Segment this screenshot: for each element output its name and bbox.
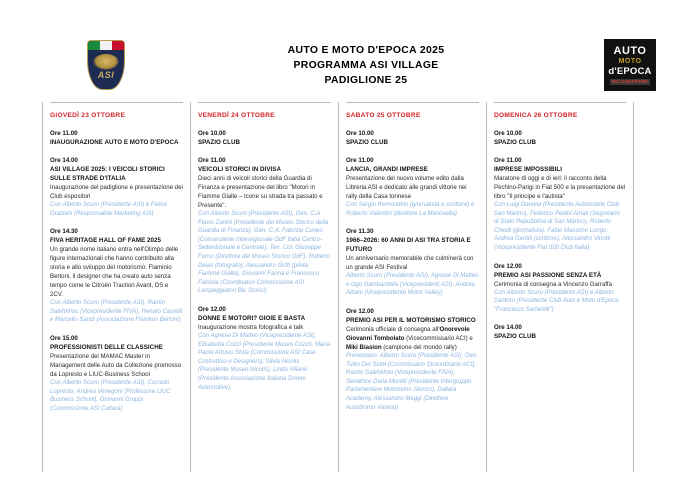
column-header: [494, 102, 626, 120]
event-description: Un grande nome italiano entra nell'Olimpo delle figure internazionali che hanno contribuito alla storia e allo sviluppo del motorismo: Flaminio Bertoni, il designer che ha creato auto senza tempo come le Citroën Traction Avant, DS e 2CV.: [50, 246, 179, 299]
vintage-car-emblem-icon: [93, 54, 119, 70]
schedule-column: [486, 102, 634, 472]
event-speakers: Presentano: Alberto Scuro (Presidente ASI), Gen. Tullio Del Sette (Commissario Straordinario ACI), Ramin Salehkhou (Vicepresidente FIVA), Senatrice Daria Murelli (Presidente Intergruppo Parlamentare Motorismo Storico), Dallara Academy, Alessandro Maggi (Direttore Autodromo Varano): [346, 352, 478, 411]
column-header: [198, 102, 331, 120]
event-time: Ore 14.00: [494, 324, 522, 332]
event-title: PROFESSIONISTI DELLE CLASSICHE: [50, 343, 163, 351]
day-title: VENERDÌ 24 OTTOBRE: [198, 112, 275, 119]
title-line-1: AUTO E MOTO D'EPOCA 2025: [287, 44, 445, 56]
schedule-event: [494, 323, 626, 341]
column-header: [346, 102, 479, 120]
schedule-event: [494, 156, 626, 253]
event-description: Maratone di oggi e di ieri: il racconto della Pechino-Parigi in Fiat 500 e la presentazione del libro "Il principe e l'autista": [494, 175, 626, 200]
event-title: PREMIO ASI PASSIONE SENZA ETÀ: [494, 271, 602, 279]
page-title: [128, 43, 604, 88]
event-title: SPAZIO CLUB: [198, 139, 241, 146]
event-description: Cerimonia di consegna a Vincenzo Garraffa: [494, 280, 612, 288]
event-time: Ore 14.00: [50, 157, 78, 164]
ame-logo-line-3: d'EPOCA: [608, 65, 652, 77]
day-title: DOMENICA 26 OTTOBRE: [494, 112, 578, 119]
auto-moto-epoca-logo: [604, 39, 656, 91]
column-header: [50, 102, 183, 120]
title-line-2: PROGRAMMA ASI VILLAGE: [293, 59, 439, 71]
shield-icon: [87, 40, 125, 90]
event-title: VEICOLI STORICI IN DIVISA: [198, 166, 281, 173]
event-time: Ore 11.00: [198, 157, 226, 164]
poster-header: [0, 0, 700, 102]
event-time: Ore 11.30: [346, 228, 374, 236]
schedule-event: [494, 262, 626, 315]
event-speakers: Con Alberto Scuro (Presidente ASI), Ramin Salehkhou (Vicepresidente FIVA), Renato Castelli e Marcello Sandi (Associazione Flaminio Bertoni): [50, 300, 183, 324]
schedule-column: [190, 102, 338, 472]
event-time: Ore 14.30: [50, 228, 78, 236]
title-line-3: PADIGLIONE 25: [324, 74, 408, 86]
schedule-event: [50, 334, 183, 413]
schedule-event: [346, 129, 479, 147]
event-time: Ore 10.00: [198, 130, 226, 137]
event-time: Ore 15.00: [50, 334, 78, 342]
event-description: Un anniversario memorabile che culminerà con un grande ASI Festival: [346, 255, 474, 272]
ame-logo-line-1: AUTO: [613, 44, 647, 57]
schedule-column: [42, 102, 190, 472]
event-description: Presentazione del MAMAC Master in Management delle Auto da Collezione promosso da Lopresto e LIUC-Business School: [50, 352, 182, 378]
schedule-event: [198, 305, 331, 392]
event-time: Ore 11.00: [494, 157, 522, 164]
day-title: SABATO 25 OTTOBRE: [346, 112, 421, 119]
event-title: SPAZIO CLUB: [494, 333, 537, 341]
schedule-event: [198, 129, 331, 147]
schedule-column: [338, 102, 486, 472]
event-speakers: Alberto Scuro (Presidente ASI), Agnese Di Matteo e Ugo Gambardella (Vicepresidenti ASI), Andrea Albani (Vicepresidente Motor Valley): [346, 273, 479, 297]
event-speakers: Con Alberto Scuro (Presidente ASI), Gen. C.A. Flavio Zanini (Presidente del Museo Storico della Guardia di Finanza), Gen. C.A. Fabrizio Cuneo (Comandante Interregionale GdF Italia Centro-Settentrionale e Centrale), Ten. Col. Giuseppe Furno (Direttore del Museo Storico GdF), Roberto Deias (fotografo), Alessandro Gritti (pilota Fiamme Gialle), Giovanni Fanna e Francesco Falciola (Coordinatori Commissione ASI Lampeggiatori Blu Storici): [198, 211, 331, 295]
asi-logo-label: ASI: [97, 70, 115, 80]
schedule-event: [346, 307, 479, 412]
event-speakers: Con Agnese Di Matteo (Vicepresidente ASI), Elisabetta Cozzi (Presidente Museo Cozzi), Maria Paola Artusio Stola (Commissione ASI Case Costruttrici e Designers), Silvia Nicolis (Presidente Museo Nicolis), Linda Villano (Presidente Associazione Italiana Donne Automotive): [198, 332, 331, 391]
event-description: Dieci anni di veicoli storici della Guardia di Finanza e presentazione del libro "Motori in Fiamme Gialle – Icone su strada tra passato e Presente".: [198, 175, 323, 209]
event-time: Ore 12.00: [198, 305, 226, 313]
event-time: Ore 11.00: [50, 130, 78, 137]
schedule-event: [346, 156, 479, 218]
event-title: SPAZIO CLUB: [494, 139, 537, 146]
schedule-event: [494, 129, 626, 147]
asi-shield-logo: [84, 38, 128, 92]
event-speakers: Con Alberto Scuro (Presidente ASI) e Felice Graziani (Responsabile Marketing ASI): [50, 202, 167, 217]
schedule-event: [50, 227, 183, 325]
event-time: Ore 10.00: [346, 130, 374, 137]
event-time: Ore 12.00: [494, 262, 522, 270]
event-title: SPAZIO CLUB: [346, 139, 389, 146]
event-title: IMPRESE IMPOSSIBILI: [494, 166, 562, 173]
schedule-event: [50, 156, 183, 218]
ame-logo-line-2: MOTO: [618, 57, 642, 65]
event-time: Ore 10.00: [494, 130, 522, 137]
event-title: ASI VILLAGE 2025: I VEICOLI STORICI SULLE STRADE D'ITALIA: [50, 166, 165, 182]
event-time: Ore 12.00: [346, 307, 374, 315]
event-title: PREMIO ASI PER IL MOTORISMO STORICO: [346, 316, 476, 324]
ame-logo-line-4: BOLOGNAFIERE: [611, 78, 649, 84]
event-title: 1966–2026: 60 ANNI DI ASI TRA STORIA E FUTURO: [346, 237, 471, 254]
schedule-event: [198, 156, 331, 296]
schedule-columns: [0, 102, 700, 472]
event-description: Inaugurazione mostra fotografica e talk: [198, 323, 304, 331]
event-speakers: Con Alberto Scuro (Presidente ASI), Corrado Lopresto, Andrea Venegoni (Professore LIUC Business School), Giovanni Groppi (Commissione ASI Cultura): [50, 379, 171, 412]
schedule-event: [346, 227, 479, 298]
event-title: LANCIA, GRANDI IMPRESE: [346, 166, 428, 173]
event-description: Presentazione del nuovo volume edito dalla Libreria ASI e dedicato alle grandi vittorie nei rally della Casa torinese: [346, 175, 467, 200]
italian-flag-icon: [88, 41, 124, 50]
event-speakers: Con Sergio Remondino (giornalista e scrittore) e Roberto Valentini (direttore La Manovella): [346, 202, 475, 217]
event-title: DONNE E MOTORI? GIOIE E BASTA: [198, 314, 306, 322]
event-description: Cerimonia ufficiale di consegna all'Onorevole Giovanni Tombolato (Vicecommissario ACI) e Miki Biasion (campione del mondo rally): [346, 325, 473, 351]
event-title: INAUGURAZIONE AUTO E MOTO D'EPOCA: [50, 139, 179, 146]
event-description: Inaugurazione del padiglione e presentazione dei Club espositori: [50, 184, 183, 200]
event-speakers: Con Luigi Daniela (Presidente Automobile Club San Marino), Federico Pedini Amati (Segretario di Stato Repubblica di San Marino), Roberto Chiodi (giornalista), Fabio Massimo Longo, Andrea Gentili (scrittore), Alessandro Vinotti (Vicepresidente Fiat 500 Club Italia): [494, 202, 620, 251]
schedule-event: [50, 129, 183, 147]
event-time: Ore 11.00: [346, 157, 374, 164]
event-speakers: Con Alberto Scuro (Presidente ASI) e Alberto Santoro (Presidente Club Auto e Moto d'Epoca "Francesco Sartarelli"): [494, 289, 619, 313]
day-title: GIOVEDÌ 23 OTTOBRE: [50, 112, 126, 119]
event-title: FIVA HERITAGE HALL OF FAME 2025: [50, 237, 161, 245]
